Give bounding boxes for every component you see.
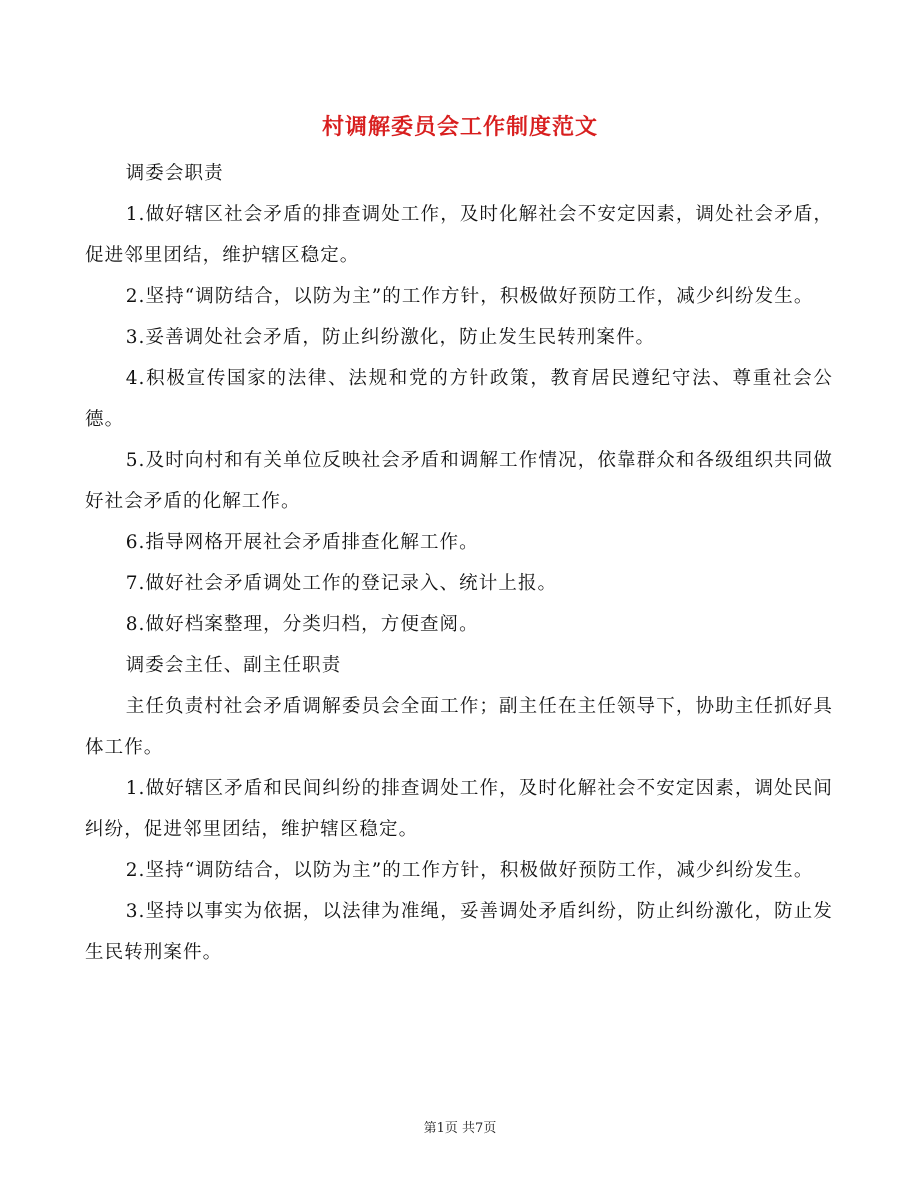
paragraph: 6.指导网格开展社会矛盾排查化解工作。	[125, 532, 479, 553]
paragraph: 2.坚持“调防结合，以防为主”的工作方针，积极做好预防工作，减少纠纷发生。	[125, 286, 814, 307]
section-heading: 调委会主任、副主任职责	[125, 655, 342, 676]
paragraph: 2.坚持“调防结合，以防为主”的工作方针，积极做好预防工作，减少纠纷发生。	[125, 860, 814, 881]
paragraph: 8.做好档案整理，分类归档，方便查阅。	[125, 614, 479, 635]
paragraph: 7.做好社会矛盾调处工作的登记录入、统计上报。	[125, 573, 558, 594]
paragraph: 3.坚持以事实为依据，以法律为准绳，妥善调处矛盾纠纷，防止纠纷激化，防止发生民转刑案件。	[85, 901, 833, 963]
document-body	[85, 153, 833, 973]
paragraph: 1.做好辖区矛盾和民间纠纷的排查调处工作，及时化解社会不安定因素，调处民间纠纷，促进邻里团结，维护辖区稳定。	[85, 778, 833, 840]
paragraph: 主任负责村社会矛盾调解委员会全面工作；副主任在主任领导下，协助主任抓好具体工作。	[85, 696, 833, 758]
paragraph: 4.积极宣传国家的法律、法规和党的方针政策，教育居民遵纪守法、尊重社会公德。	[85, 368, 833, 430]
paragraph: 1.做好辖区社会矛盾的排查调处工作，及时化解社会不安定因素，调处社会矛盾，促进邻里团结，维护辖区稳定。	[85, 204, 833, 266]
paragraph: 3.妥善调处社会矛盾，防止纠纷激化，防止发生民转刑案件。	[125, 327, 656, 348]
section-heading: 调委会职责	[125, 163, 224, 184]
page-indicator: 第1页 共7页	[423, 1121, 497, 1136]
paragraph: 5.及时向村和有关单位反映社会矛盾和调解工作情况，依靠群众和各级组织共同做好社会矛盾的化解工作。	[85, 450, 833, 512]
document-title: 村调解委员会工作制度范文	[321, 114, 598, 140]
